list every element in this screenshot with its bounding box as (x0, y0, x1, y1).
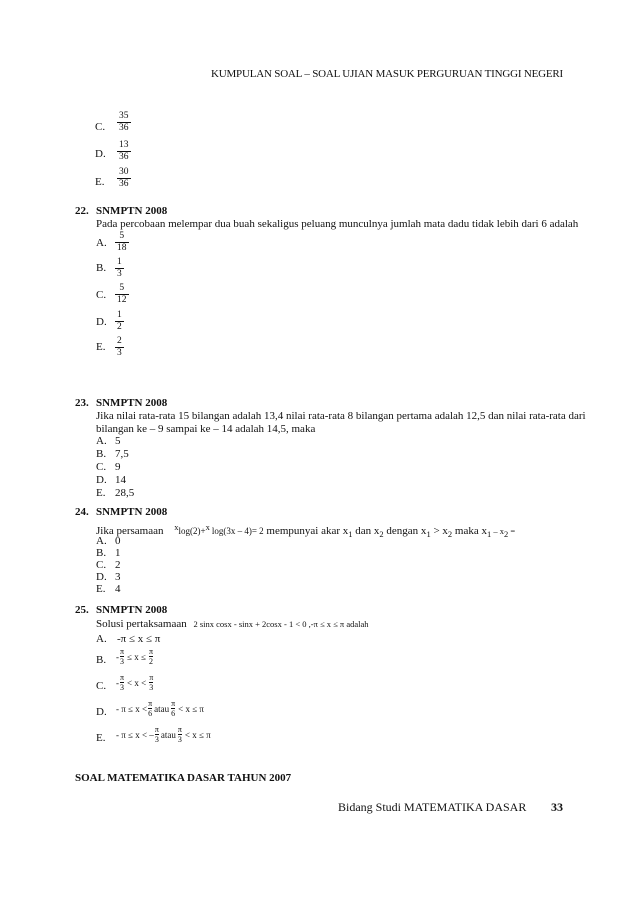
question-source: SNMPTN 2008 (96, 397, 168, 409)
question-text-line2: bilangan ke – 9 sampai ke – 14 adalah 14,5, maka (96, 423, 316, 435)
option-value: 3 (115, 571, 121, 583)
question-source: SNMPTN 2008 (96, 205, 168, 217)
option-label: D. (95, 148, 106, 160)
option-label: C. (96, 680, 107, 692)
option-label: B. (96, 448, 107, 460)
option-fraction: 1 3 (117, 257, 122, 279)
option-label: E. (96, 583, 106, 595)
option-expression: - π ≤ x < – $\frac{\pi}{3}$ atau $\frac{\pi}{3}$ < x ≤ π (116, 725, 211, 744)
option-value: 14 (115, 474, 126, 486)
option-label: B. (96, 262, 107, 274)
option-label: A. (96, 535, 107, 547)
option-label: A. (96, 633, 107, 645)
question-text: Jika persamaan $^x$log(2)+$^x$ log(3x – 4)= 2 mempunyai akar $x_1$ dan $x_2$ dengan $x_1 > x_2$ maka $x_1 - x_2$ = (96, 522, 516, 540)
option-fraction: 35 36 (119, 111, 129, 133)
option-label: D. (96, 706, 107, 718)
question-text-line1: Jika nilai rata-rata 15 bilangan adalah 13,4 nilai rata-rata 8 bilangan pertama adalah 12,5 dan nilai rata-rata dari (96, 410, 586, 422)
question-number: 23. (75, 397, 89, 409)
option-expression: - $\frac{\pi}{3}$ ≤ x ≤ $\frac{\pi}{2}$ (116, 647, 153, 666)
footer-subject: Bidang Studi MATEMATIKA DASAR (338, 800, 527, 814)
option-fraction: 13 36 (119, 140, 129, 162)
option-expression: - π ≤ x < $\frac{\pi}{6}$ atau $\frac{\pi}{6}$ < x ≤ π (116, 699, 204, 718)
option-label: D. (96, 571, 107, 583)
option-fraction: 2 3 (117, 336, 122, 358)
question-text: Pada percobaan melempar dua buah sekaligus peluang munculnya jumlah mata dadu tidak lebih dari 6 adalah (96, 218, 579, 230)
page-header: KUMPULAN SOAL – SOAL UJIAN MASUK PERGURUAN TINGGI NEGERI (210, 68, 563, 80)
option-label: A. (96, 435, 107, 447)
option-value: 1 (115, 547, 121, 559)
option-label: C. (96, 559, 107, 571)
option-fraction: 1 2 (117, 310, 122, 332)
option-fraction: 5 12 (117, 283, 127, 305)
option-label: A. (96, 237, 107, 249)
option-label: D. (96, 474, 107, 486)
option-label: E. (95, 176, 105, 188)
option-label: D. (96, 316, 107, 328)
option-value: 0 (115, 535, 121, 547)
option-value: -π ≤ x ≤ π (117, 633, 161, 645)
option-expression: - $\frac{\pi}{3}$ < x < $\frac{\pi}{3}$ (116, 673, 154, 692)
option-value: 9 (115, 461, 121, 473)
option-label: E. (96, 487, 106, 499)
option-value: 7,5 (115, 448, 129, 460)
option-value: 2 (115, 559, 121, 571)
page-number: 33 (551, 800, 563, 814)
option-label: B. (96, 654, 107, 666)
option-value: 4 (115, 583, 121, 595)
question-text: Solusi pertaksamaan 2 sinx cosx - sinx + 2cosx - 1 < 0 ,-π ≤ x ≤ π adalah (96, 618, 369, 630)
option-label: B. (96, 547, 107, 559)
option-label: C. (95, 121, 106, 133)
question-number: 25. (75, 604, 89, 616)
option-value: 28,5 (115, 487, 135, 499)
option-label: E. (96, 341, 106, 353)
option-label: C. (96, 289, 107, 301)
question-source: SNMPTN 2008 (96, 604, 168, 616)
option-fraction: 30 36 (119, 167, 129, 189)
option-label: E. (96, 732, 106, 744)
option-label: C. (96, 461, 107, 473)
option-value: 5 (115, 435, 121, 447)
question-number: 24. (75, 506, 89, 518)
option-fraction: 5 18 (117, 231, 127, 253)
section-title: SOAL MATEMATIKA DASAR TAHUN 2007 (75, 772, 292, 784)
question-number: 22. (75, 205, 89, 217)
question-source: SNMPTN 2008 (96, 506, 168, 518)
